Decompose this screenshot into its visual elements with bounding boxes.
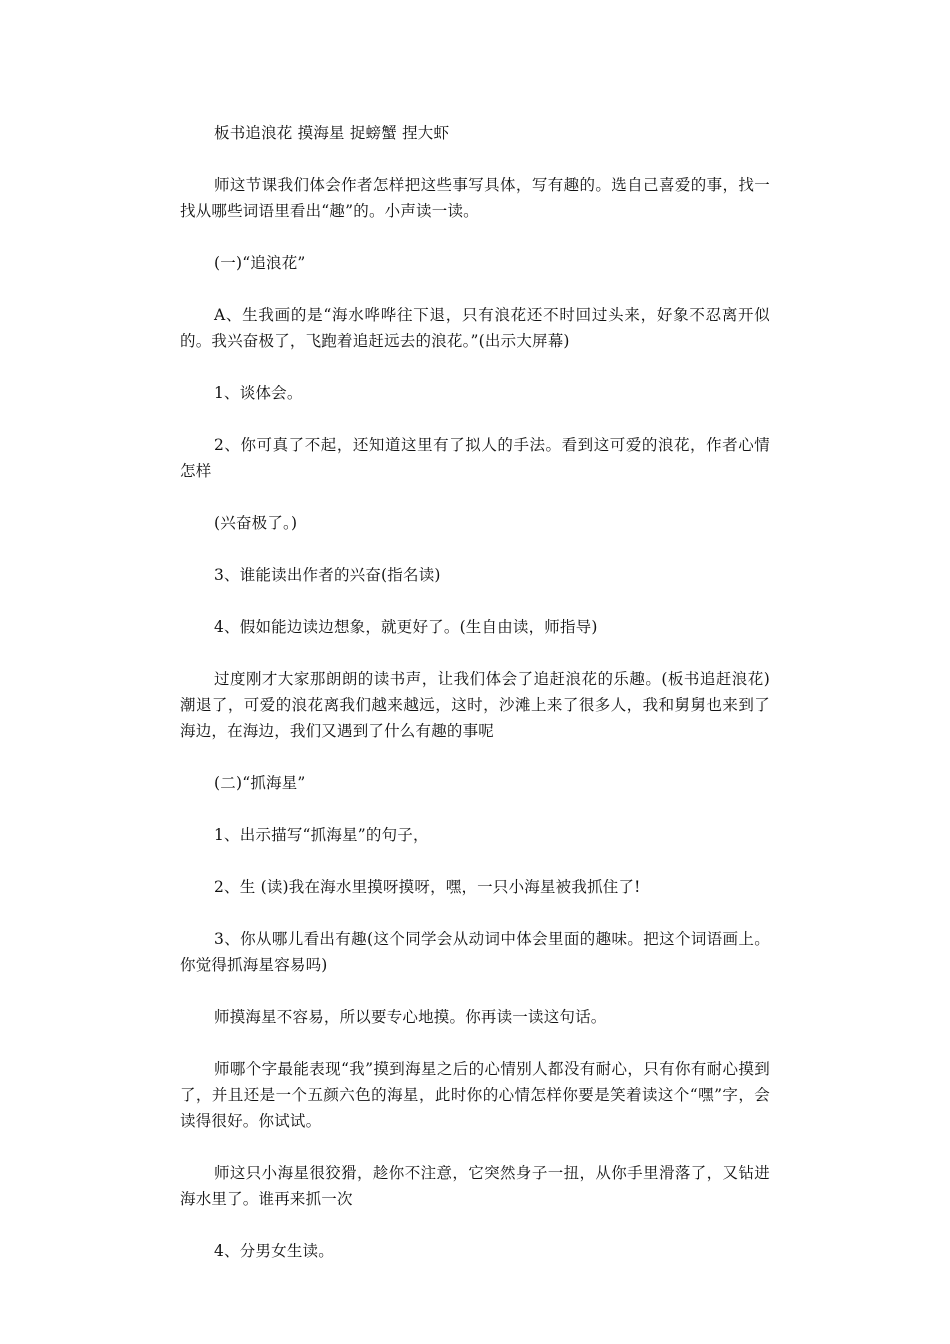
paragraph-transition: 过度刚才大家那朗朗的读书声，让我们体会了追赶浪花的乐趣。(板书追赶浪花)潮退了，可爱的浪花离我们越来越远，这时，沙滩上来了很多人，我和舅舅也来到了海边，在海边，我们又遇到了什么有趣的事呢 [180,670,770,740]
section-heading-catch-starfish: (二)“抓海星” [214,774,306,792]
paragraph-starfish-item-2: 2、生 (读)我在海水里摸呀摸呀，嘿，一只小海星被我抓住了! [214,878,641,896]
paragraph-item-3: 3、谁能读出作者的兴奋(指名读) [214,566,441,584]
section-heading-chase-waves: (一)“追浪花” [214,254,306,272]
paragraph-student-quote: A、生我画的是“海水哗哗往下退，只有浪花还不时回过头来，好象不忍离开似的。我兴奋极了，飞跑着追赶远去的浪花。”(出示大屏幕) [180,306,770,350]
document-body [180,120,770,1264]
paragraph-starfish-item-1: 1、出示描写“抓海星”的句子， [214,826,429,844]
paragraph-excited: (兴奋极了。) [214,514,298,532]
paragraph-item-4: 4、假如能边读边想象，就更好了。(生自由读，师指导) [214,618,598,636]
paragraph-teacher-hei: 师哪个字最能表现“我”摸到海星之后的心情别人都没有耐心，只有你有耐心摸到了，并且还是一个五颜六色的海星，此时你的心情怎样你要是笑着读这个“嘿”字，会读得很好。你试试。 [180,1060,770,1130]
paragraph-teacher-intro: 师这节课我们体会作者怎样把这些事写具体，写有趣的。选自己喜爱的事，找一找从哪些词语里看出“趣”的。小声读一读。 [180,176,770,220]
paragraph-teacher-sly-starfish: 师这只小海星很狡猾，趁你不注意，它突然身子一扭，从你手里滑落了，又钻进海水里了。谁再来抓一次 [180,1164,770,1208]
paragraph-item-1: 1、谈体会。 [214,384,303,402]
paragraph-starfish-item-3: 3、你从哪儿看出有趣(这个同学会从动词中体会里面的趣味。把这个词语画上。你觉得抓海星容易吗) [180,930,770,974]
paragraph-teacher-focus: 师摸海星不容易，所以要专心地摸。你再读一读这句话。 [214,1008,607,1026]
paragraph-blackboard-notes: 板书追浪花 摸海星 捉螃蟹 捏大虾 [214,124,450,142]
paragraph-starfish-item-4: 4、分男女生读。 [214,1242,334,1260]
paragraph-item-2: 2、你可真了不起，还知道这里有了拟人的手法。看到这可爱的浪花，作者心情怎样 [180,436,770,480]
